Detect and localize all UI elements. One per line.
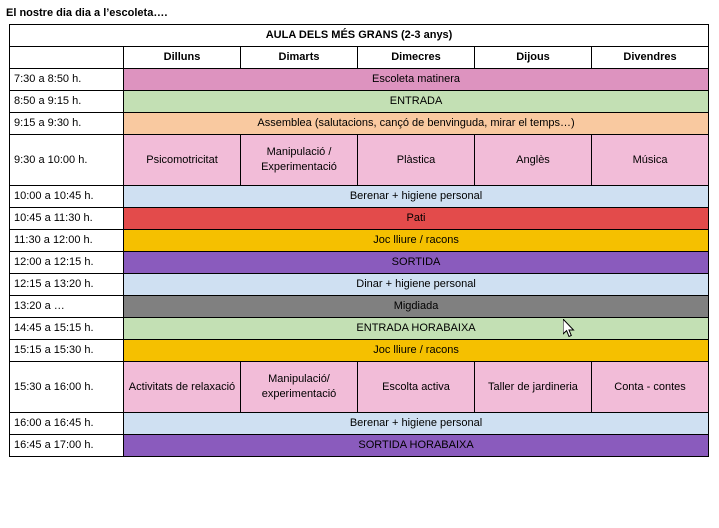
- row-time-label: 10:00 a 10:45 h.: [10, 186, 124, 208]
- activity-cell: Psicomotricitat: [124, 135, 241, 186]
- row-time-label: 7:30 a 8:50 h.: [10, 69, 124, 91]
- row-time-label: 16:00 a 16:45 h.: [10, 413, 124, 435]
- table-row: [10, 252, 709, 274]
- column-header-dimecres: Dimecres: [358, 47, 475, 69]
- row-time-label: 8:50 a 9:15 h.: [10, 91, 124, 113]
- activity-cell: Berenar + higiene personal: [124, 186, 709, 208]
- table-row: [10, 113, 709, 135]
- activity-cell: Joc lliure / racons: [124, 230, 709, 252]
- table-row: [10, 362, 709, 413]
- activity-cell: ENTRADA: [124, 91, 709, 113]
- table-title: AULA DELS MÉS GRANS (2-3 anys): [10, 25, 709, 47]
- table-row: [10, 318, 709, 340]
- activity-cell: Migdiada: [124, 296, 709, 318]
- activity-cell: Assemblea (salutacions, cançó de benvinguda, mirar el temps…): [124, 113, 709, 135]
- table-row: [10, 208, 709, 230]
- row-time-label: 9:30 a 10:00 h.: [10, 135, 124, 186]
- activity-cell: SORTIDA HORABAIXA: [124, 435, 709, 457]
- activity-cell: Música: [592, 135, 709, 186]
- schedule-table-body: [10, 25, 709, 457]
- row-time-label: 14:45 a 15:15 h.: [10, 318, 124, 340]
- activity-cell: Plàstica: [358, 135, 475, 186]
- activity-cell: Manipulació/ experimentació: [241, 362, 358, 413]
- activity-cell: ENTRADA HORABAIXA: [124, 318, 709, 340]
- row-time-label: 15:30 a 16:00 h.: [10, 362, 124, 413]
- column-header-divendres: Divendres: [592, 47, 709, 69]
- activity-cell: Taller de jardineria: [475, 362, 592, 413]
- column-header-dijous: Dijous: [475, 47, 592, 69]
- table-row: [10, 413, 709, 435]
- table-title-row: [10, 25, 709, 47]
- activity-cell: Conta - contes: [592, 362, 709, 413]
- activity-cell: Escoleta matinera: [124, 69, 709, 91]
- activity-cell: Pati: [124, 208, 709, 230]
- row-time-label: 12:00 a 12:15 h.: [10, 252, 124, 274]
- table-row: [10, 135, 709, 186]
- activity-cell: Berenar + higiene personal: [124, 413, 709, 435]
- activity-cell: Anglès: [475, 135, 592, 186]
- table-header-row: [10, 47, 709, 69]
- row-time-label: 16:45 a 17:00 h.: [10, 435, 124, 457]
- column-header-dimarts: Dimarts: [241, 47, 358, 69]
- row-time-label: 15:15 a 15:30 h.: [10, 340, 124, 362]
- row-time-label: 10:45 a 11:30 h.: [10, 208, 124, 230]
- activity-cell: Manipulació / Experimentació: [241, 135, 358, 186]
- table-row: [10, 91, 709, 113]
- table-row: [10, 186, 709, 208]
- activity-cell: Dinar + higiene personal: [124, 274, 709, 296]
- activity-cell: Escolta activa: [358, 362, 475, 413]
- activity-cell: Joc lliure / racons: [124, 340, 709, 362]
- row-time-label: 12:15 a 13:20 h.: [10, 274, 124, 296]
- activity-cell: SORTIDA: [124, 252, 709, 274]
- row-time-label: 11:30 a 12:00 h.: [10, 230, 124, 252]
- row-time-label: 13:20 a …: [10, 296, 124, 318]
- table-row: [10, 69, 709, 91]
- column-header-dilluns: Dilluns: [124, 47, 241, 69]
- table-row: [10, 274, 709, 296]
- row-time-label: 9:15 a 9:30 h.: [10, 113, 124, 135]
- page-title: El nostre dia dia a l’escoleta….: [6, 7, 168, 19]
- activity-cell: Activitats de relaxació: [124, 362, 241, 413]
- table-row: [10, 435, 709, 457]
- schedule-table: [9, 24, 709, 457]
- table-row: [10, 296, 709, 318]
- table-row: [10, 230, 709, 252]
- column-header-time: [10, 47, 124, 69]
- table-row: [10, 340, 709, 362]
